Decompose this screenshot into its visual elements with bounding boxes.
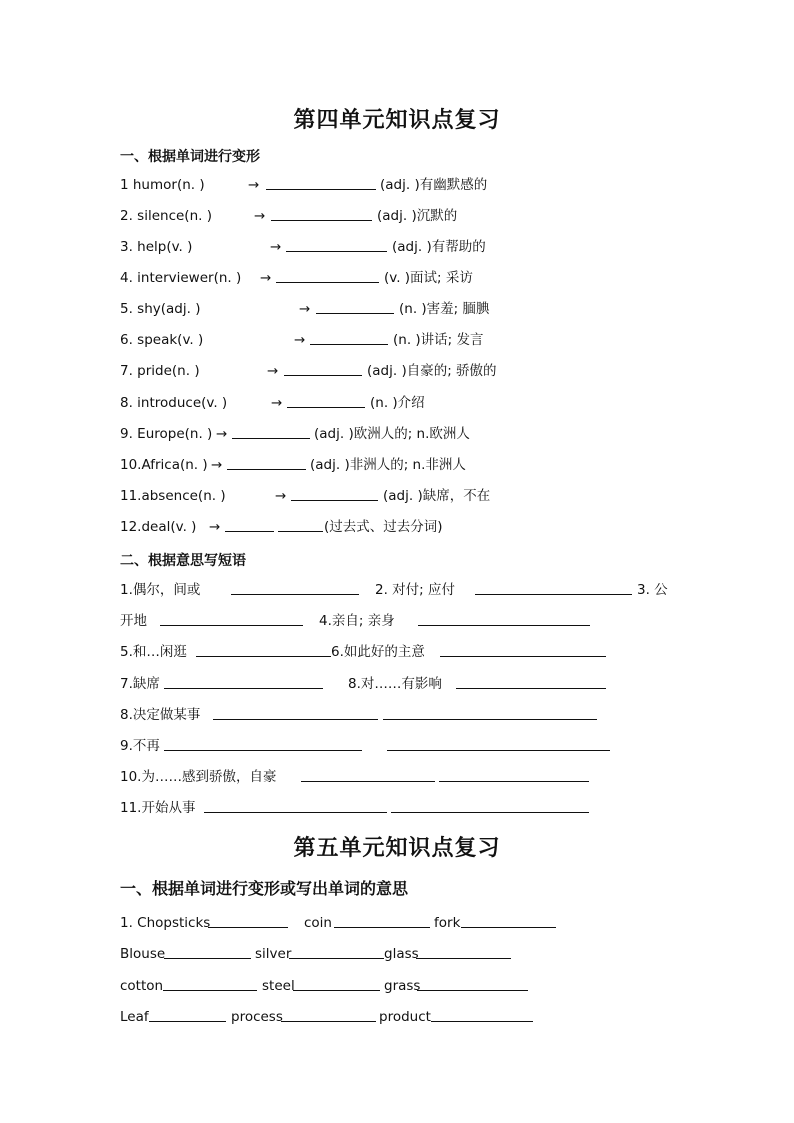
answer-blank[interactable] <box>231 581 359 595</box>
answer-blank[interactable] <box>164 945 251 959</box>
answer-blank[interactable] <box>225 518 274 532</box>
answer-blank[interactable] <box>387 737 610 751</box>
answer-blank[interactable] <box>418 612 590 626</box>
answer-blank[interactable] <box>164 737 362 751</box>
answer-blank[interactable] <box>227 456 306 470</box>
answer-blank[interactable] <box>149 1008 226 1022</box>
answer-blank[interactable] <box>310 331 388 345</box>
answer-blank[interactable] <box>284 362 362 376</box>
answer-blank[interactable] <box>204 799 387 813</box>
answer-blank[interactable] <box>391 799 589 813</box>
answer-blank[interactable] <box>416 945 511 959</box>
answer-blank[interactable] <box>334 914 430 928</box>
answer-blank[interactable] <box>164 675 323 689</box>
answer-blank[interactable] <box>281 1008 376 1022</box>
answer-blank[interactable] <box>276 269 379 283</box>
worksheet-page: 第四单元知识点复习 一、根据单词进行变形 1 humor(n. ) → (adj. )有幽默感的 2. silence(n. ) → (adj. )沉默的 3. help(v. ) → (adj. )有帮助的 4. interviewer(n. ) → (v. )面试; 采访 5. shy(adj. ) → (n. )害羞; 腼腆 6. speak(v. ) → (n. )讲话; 发言 7. pride(n. ) → (adj. )自豪的; 骄傲的 8. introduce(v. ) → (n. )介绍 9. Europe(n. ) → (adj. )欧洲人的; n.欧洲人 10.Africa(n. ) → (adj. )非洲人的; n.非洲人 11.absence(n. ) → (adj. )缺席，不在 12.deal(v. ) → (过去式、过去分词) 二、根据意思写短语 1.偶尔，间或 2. 对付; 应付 3. 公 开地 4.亲自; 亲身 5.和…闲逛 6.如此好的主意 7.缺席 8.对……有影响 8.决定做某事 9.不再 10.为……感到骄傲，自豪 11.开始从事 第五单元知识点复习 一、根据单词进行变形或写出单词的意思 1. Chopsticks coin fork Blouse silver glass cotton steel grass Leaf process product <box>0 0 794 1123</box>
answer-blank[interactable] <box>278 518 323 532</box>
answer-blank[interactable] <box>456 675 606 689</box>
answer-blank[interactable] <box>301 768 435 782</box>
answer-blank[interactable] <box>293 977 380 991</box>
unit5-section1-heading: 一、根据单词进行变形或写出单词的意思 <box>120 879 409 898</box>
unit4-title: 第四单元知识点复习 <box>293 107 501 133</box>
answer-blank[interactable] <box>289 945 384 959</box>
answer-blank[interactable] <box>440 643 606 657</box>
answer-blank[interactable] <box>475 581 632 595</box>
answer-blank[interactable] <box>287 394 365 408</box>
answer-blank[interactable] <box>160 612 303 626</box>
answer-blank[interactable] <box>232 425 310 439</box>
answer-blank[interactable] <box>266 176 376 190</box>
answer-blank[interactable] <box>208 914 288 928</box>
answer-blank[interactable] <box>383 706 597 720</box>
answer-blank[interactable] <box>213 706 378 720</box>
answer-blank[interactable] <box>417 977 528 991</box>
unit5-title: 第五单元知识点复习 <box>293 835 501 861</box>
answer-blank[interactable] <box>286 238 387 252</box>
answer-blank[interactable] <box>439 768 589 782</box>
answer-blank[interactable] <box>431 1008 533 1022</box>
answer-blank[interactable] <box>316 300 394 314</box>
unit4-section1-heading: 一、根据单词进行变形 <box>120 149 260 165</box>
answer-blank[interactable] <box>271 207 372 221</box>
answer-blank[interactable] <box>291 487 378 501</box>
answer-blank[interactable] <box>163 977 257 991</box>
answer-blank[interactable] <box>461 914 556 928</box>
unit4-section2-heading: 二、根据意思写短语 <box>120 553 246 569</box>
answer-blank[interactable] <box>196 643 331 657</box>
